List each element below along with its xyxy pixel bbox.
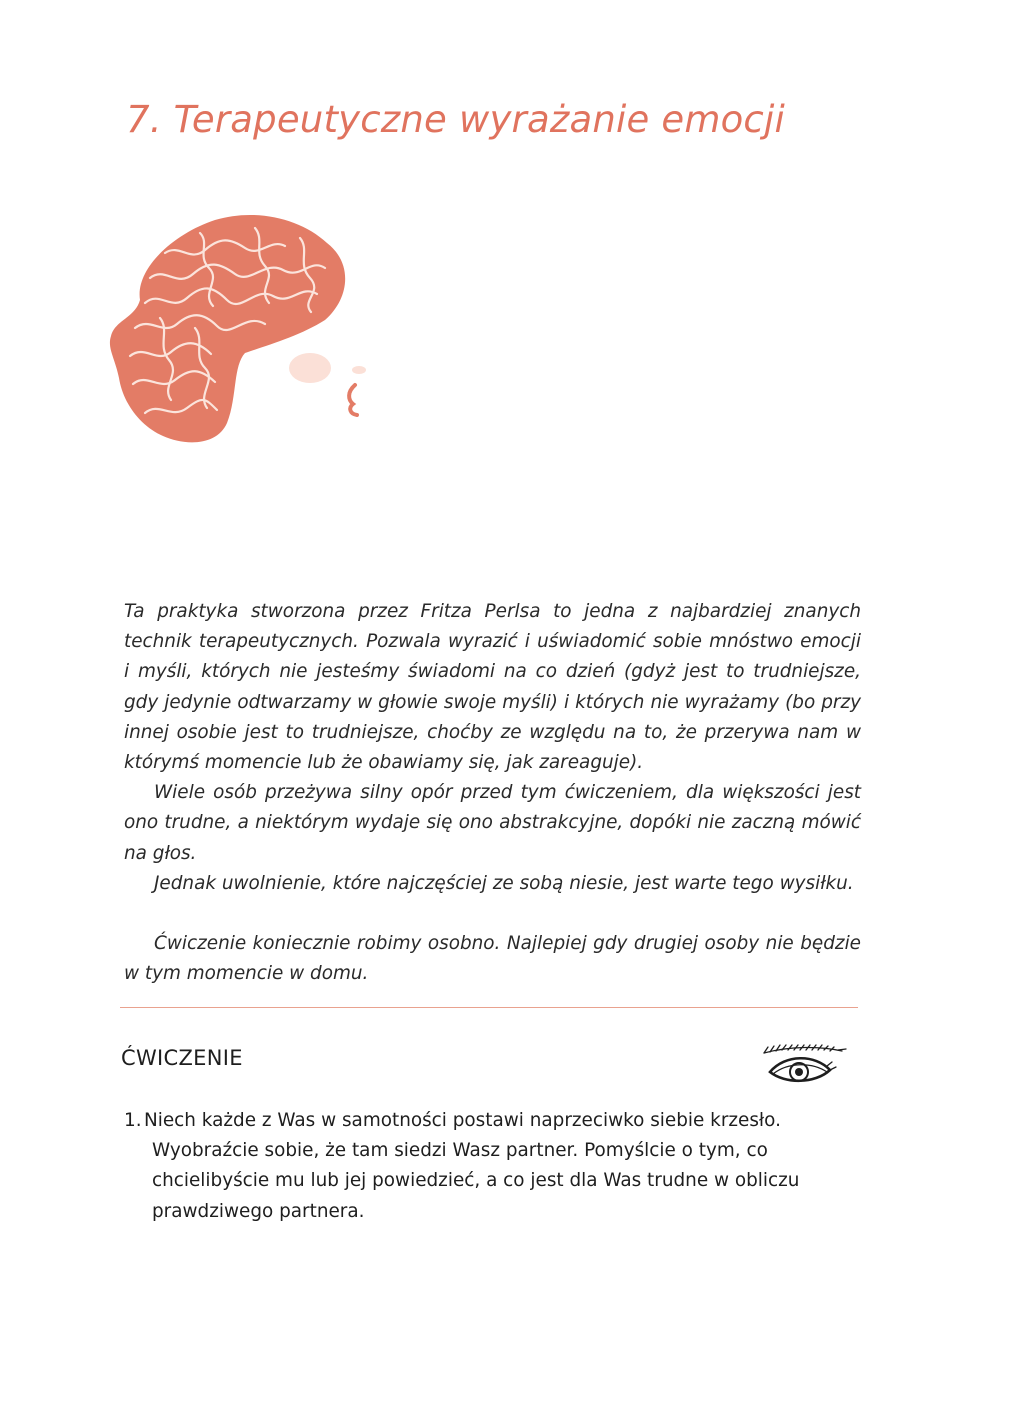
intro-paragraph: Ta praktyka stworzona przez Fritza Perlsa to jedna z najbardziej znanych technik terapeutycznych. Pozwala wyrazić i uświadomić sobie mnóstwo emocji i myśli, których nie jesteśmy świadomi na co dzień (gdyż jest to trudniejsze, gdy jedynie odtwarzamy w głowie swoje myśli) i których nie wyrażamy (bo przy innej osobie jest to trudniejsze, choćby ze względu na to, że przerywa nam w którymś momencie lub że obawiamy się, jak zareaguje). — [124, 601, 861, 774]
head-profile-illustration — [105, 208, 375, 453]
intro-text — [124, 597, 861, 989]
intro-paragraph: Wiele osób przeżywa silny opór przed tym ćwiczeniem, dla większości jest ono trudne, a niektórym wydaje się ono abstrakcyjne, dopóki nie zaczną mówić na głos. — [124, 782, 861, 864]
exercise-list — [124, 1106, 862, 1227]
cheek-blush — [289, 353, 331, 383]
list-item — [124, 1106, 862, 1227]
eye-icon — [760, 1040, 850, 1090]
list-item-text: Niech każde z Was w samotności postawi naprzeciwko siebie krzesło. Wyobraźcie sobie, że tam siedzi Wasz partner. Pomyślcie o tym, co chcielibyście mu lub jej powiedzieć, a co jest dla Was trudne w obliczu prawdziwego partnera. — [144, 1110, 800, 1222]
lips-shape — [349, 385, 357, 415]
section-divider — [120, 1007, 858, 1008]
exercise-heading: ĆWICZENIE — [121, 1046, 243, 1070]
list-item-number: 1. — [124, 1110, 142, 1131]
hair-shape — [110, 215, 345, 442]
chapter-title: 7. Terapeutyczne wyrażanie emocji — [126, 98, 785, 141]
intro-paragraph: Jednak uwolnienie, które najczęściej ze sobą niesie, jest warte tego wysiłku. — [154, 872, 854, 894]
intro-paragraph: Ćwiczenie koniecznie robimy osobno. Najlepiej gdy drugiej osoby nie będzie w tym momencie w domu. — [124, 933, 861, 985]
